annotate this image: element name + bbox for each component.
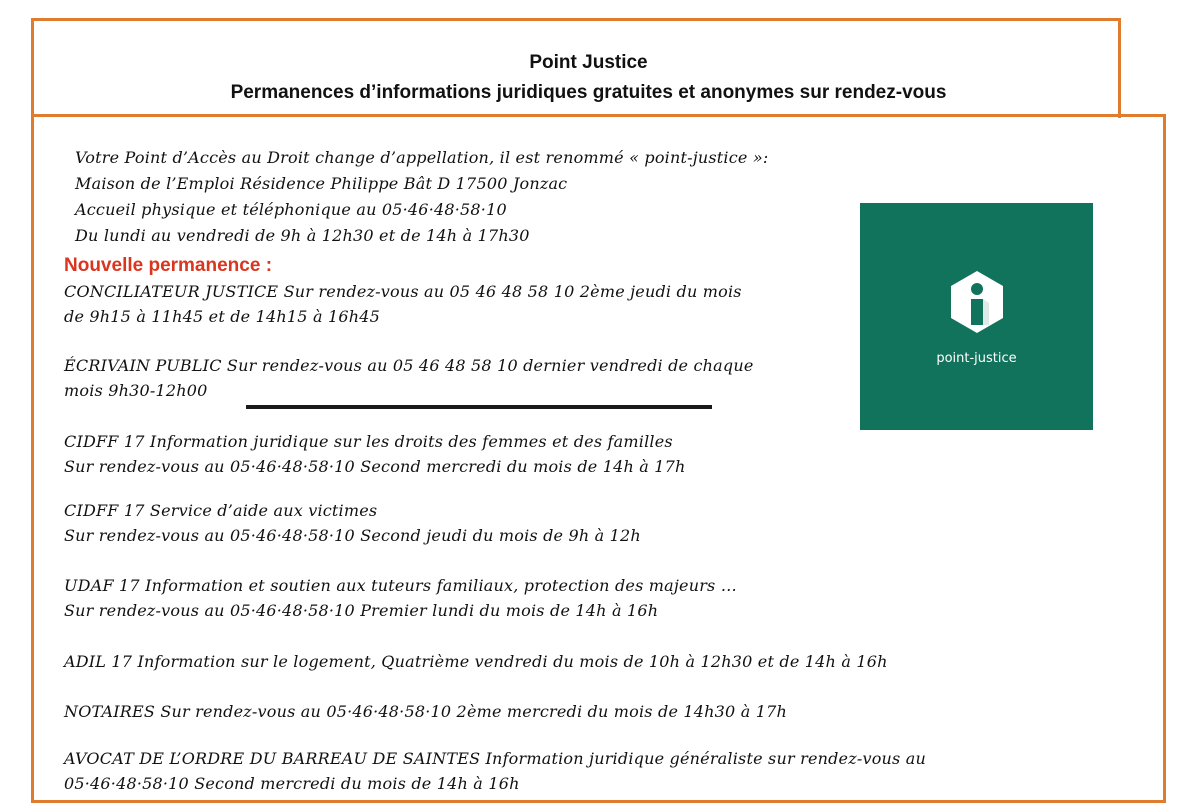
entry-line: CIDFF 17 Service d’aide aux victimes	[64, 501, 378, 520]
intro-line: Maison de l’Emploi Résidence Philippe Bât D 17500 Jonzac	[75, 174, 568, 193]
intro-line: Votre Point d’Accès au Droit change d’appellation, il est renommé « point-justice »:	[75, 148, 769, 167]
logo-label: point-justice	[936, 351, 1017, 366]
entry-line: ADIL 17 Information sur le logement, Quatrième vendredi du mois de 10h à 12h30 et de 14h à 16h	[64, 652, 888, 671]
intro-line: Du lundi au vendredi de 9h à 12h30 et de 14h à 17h30	[75, 226, 530, 245]
entry-line: ÉCRIVAIN PUBLIC Sur rendez-vous au 05 46 48 58 10 dernier vendredi de chaque	[64, 356, 754, 375]
entry-line: NOTAIRES Sur rendez-vous au 05·46·48·58·10 2ème mercredi du mois de 14h30 à 17h	[64, 702, 787, 721]
entry-line: Sur rendez-vous au 05·46·48·58·10 Premier lundi du mois de 14h à 16h	[64, 601, 659, 620]
page-title: Point Justice	[529, 52, 648, 73]
separator-rule	[246, 405, 712, 409]
entry-line: de 9h15 à 11h45 et de 14h15 à 16h45	[64, 307, 380, 326]
entry-line: mois 9h30-12h00	[64, 381, 208, 400]
entry-line: UDAF 17 Information et soutien aux tuteurs familiaux, protection des majeurs …	[64, 576, 737, 595]
point-justice-logo-icon	[947, 269, 1007, 335]
new-permanence-heading: Nouvelle permanence :	[64, 255, 273, 276]
point-justice-logo	[860, 203, 1093, 430]
page-subtitle: Permanences d’informations juridiques gratuites et anonymes sur rendez-vous	[230, 82, 947, 103]
entry-line: CONCILIATEUR JUSTICE Sur rendez-vous au 05 46 48 58 10 2ème jeudi du mois	[64, 282, 742, 301]
entry-line: 05·46·48·58·10 Second mercredi du mois de 14h à 16h	[64, 774, 520, 793]
entry-line: Sur rendez-vous au 05·46·48·58·10 Second jeudi du mois de 9h à 12h	[64, 526, 641, 545]
intro-line: Accueil physique et téléphonique au 05·46·48·58·10	[75, 200, 507, 219]
entry-line: CIDFF 17 Information juridique sur les droits des femmes et des familles	[64, 432, 673, 451]
entry-line: AVOCAT DE L’ORDRE DU BARREAU DE SAINTES Information juridique généraliste sur rendez-vous au	[64, 749, 926, 768]
entry-line: Sur rendez-vous au 05·46·48·58·10 Second mercredi du mois de 14h à 17h	[64, 457, 686, 476]
